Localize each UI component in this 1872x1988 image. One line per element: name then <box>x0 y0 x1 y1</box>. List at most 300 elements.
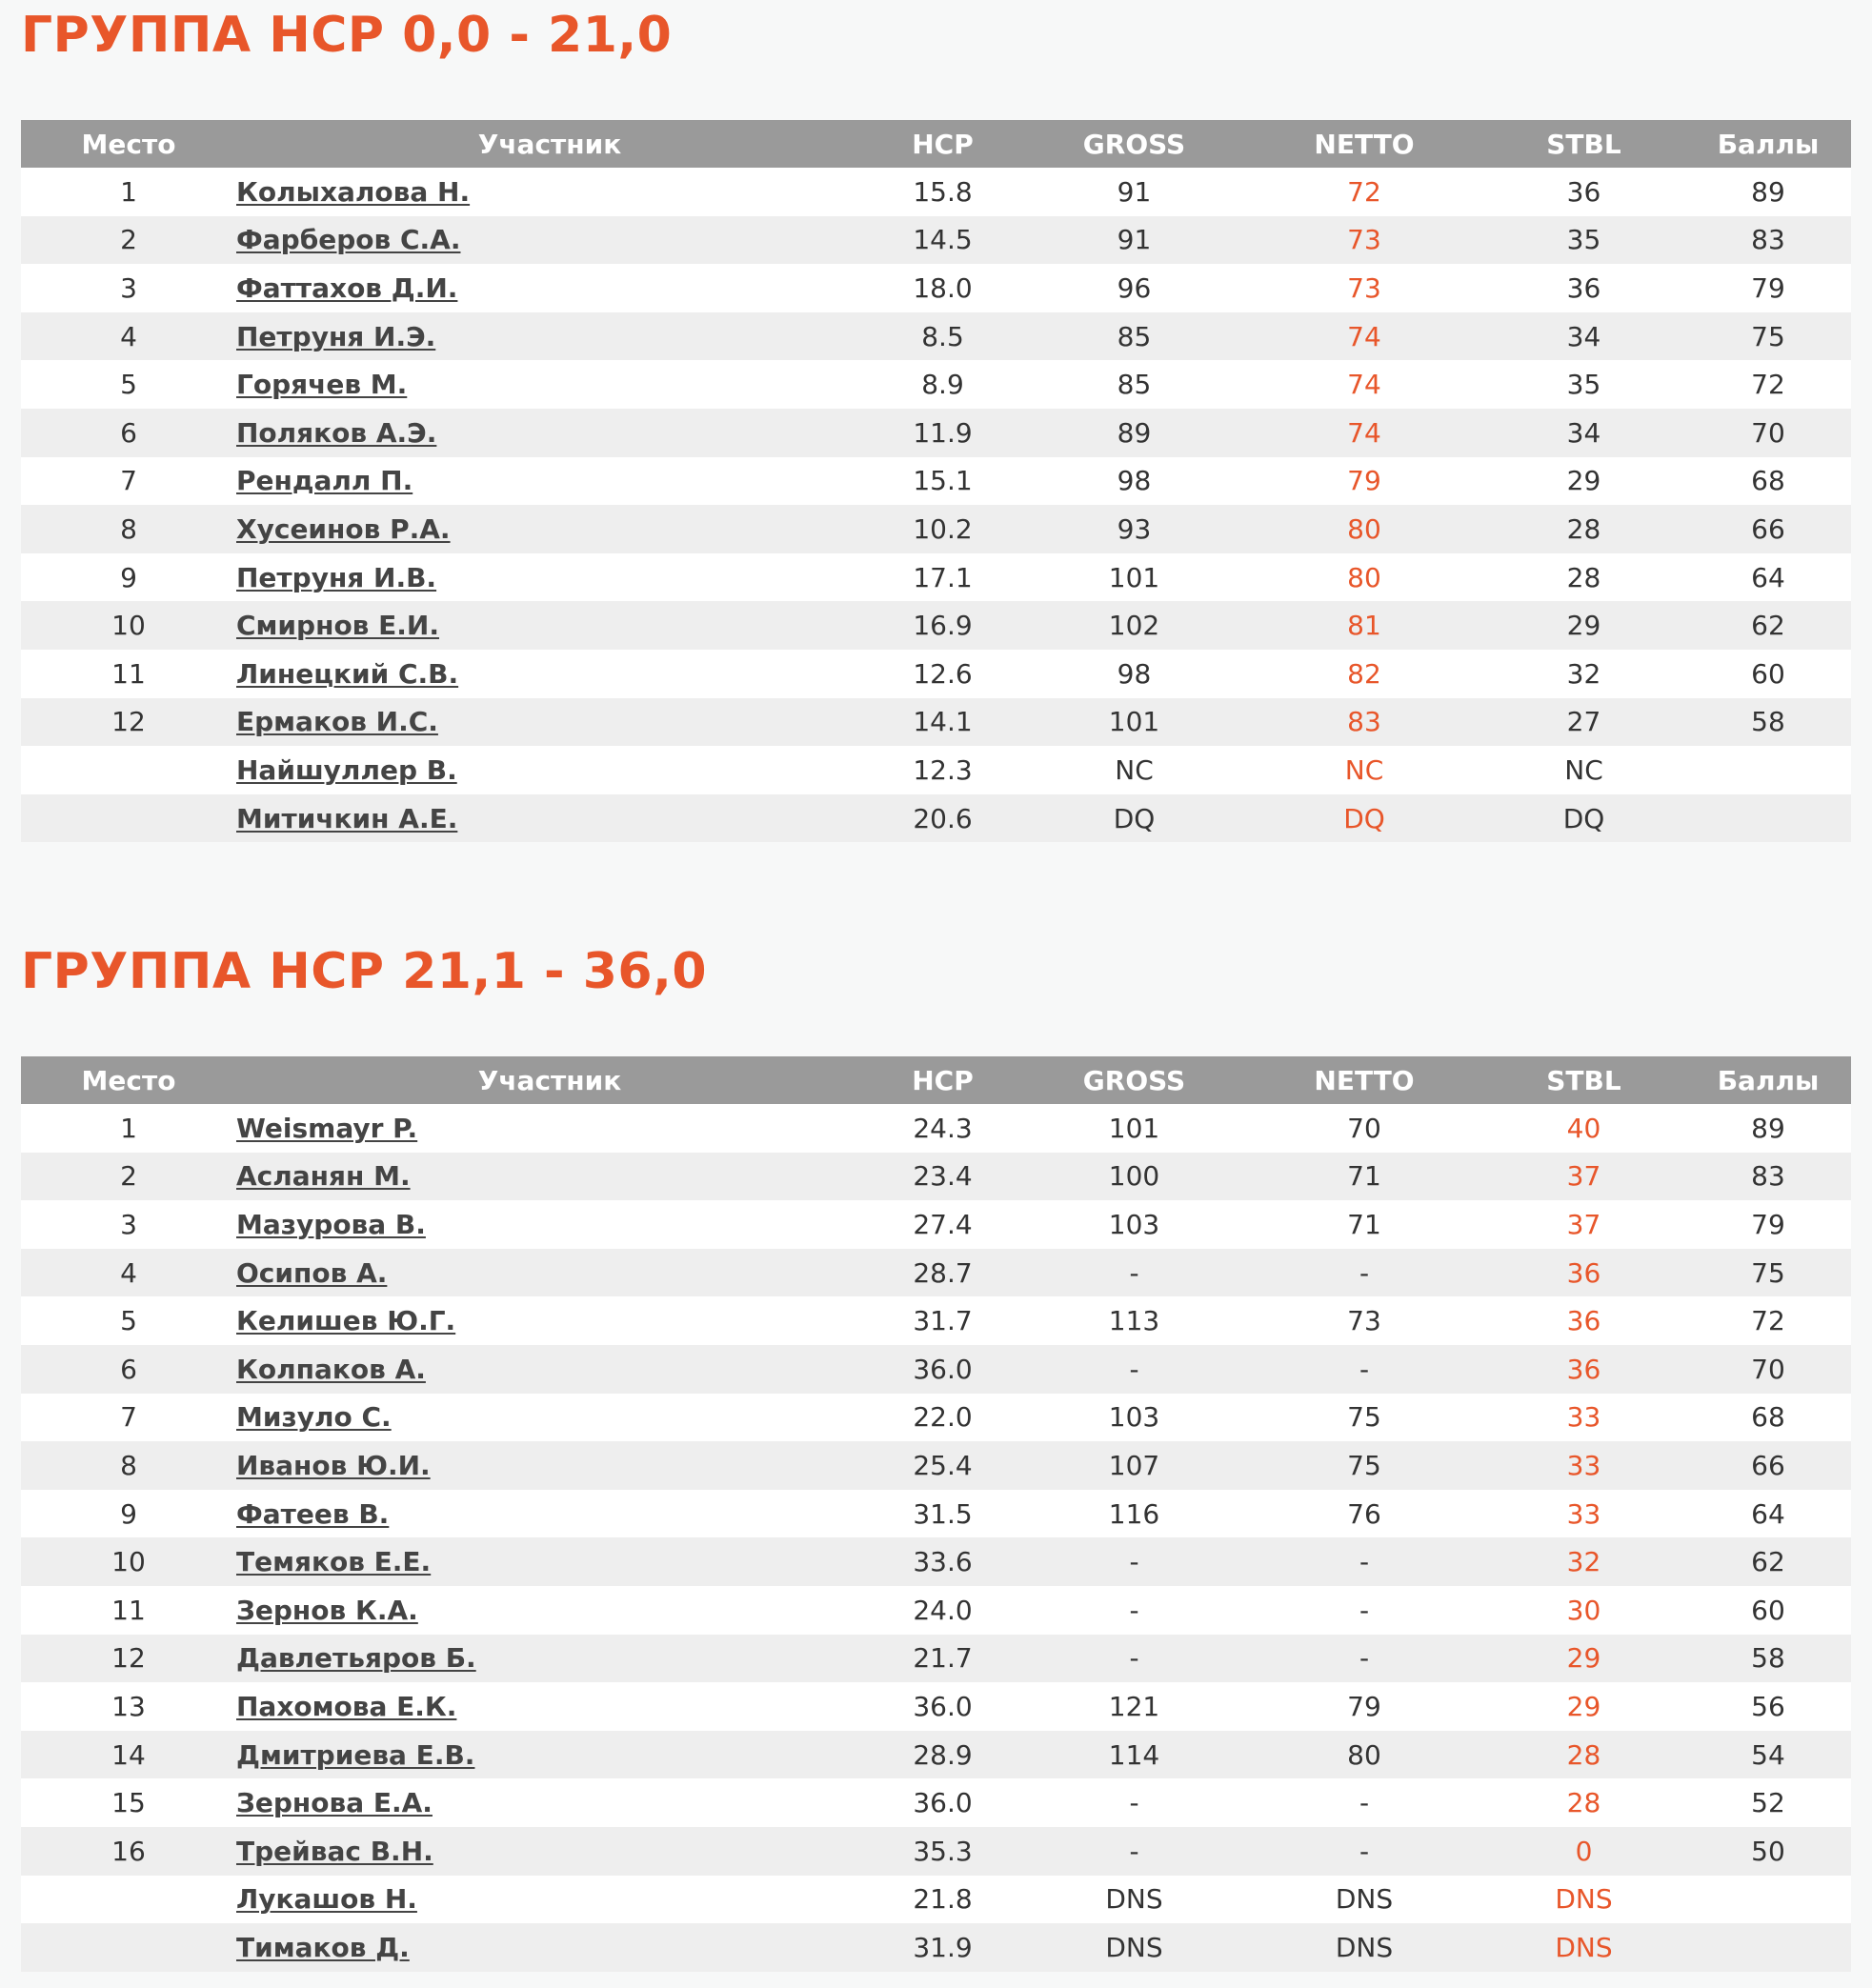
cell-points <box>1685 746 1851 794</box>
participant-link[interactable]: Горячев М. <box>236 369 408 401</box>
cell-netto: - <box>1246 1586 1482 1635</box>
cell-stbl: 36 <box>1482 1345 1685 1394</box>
cell-name <box>236 168 863 216</box>
group-section-1 <box>21 0 1851 834</box>
cell-points: 60 <box>1685 650 1851 698</box>
participant-link[interactable]: Поляков А.Э. <box>236 416 437 449</box>
table-row <box>21 1200 1851 1249</box>
cell-name <box>236 698 863 747</box>
cell-netto: 80 <box>1246 553 1482 602</box>
table-row <box>21 1394 1851 1442</box>
cell-place: 12 <box>21 1635 236 1683</box>
cell-name <box>236 1537 863 1586</box>
cell-netto: 73 <box>1246 1296 1482 1345</box>
cell-name <box>236 409 863 457</box>
participant-link[interactable]: Лукашов Н. <box>236 1883 417 1916</box>
cell-points: 62 <box>1685 601 1851 650</box>
cell-hcp: 31.5 <box>863 1490 1022 1538</box>
cell-gross: 85 <box>1022 312 1246 361</box>
participant-link[interactable]: Митичкин А.Е. <box>236 802 458 834</box>
results-table-body <box>21 1104 1851 1972</box>
cell-hcp: 14.5 <box>863 216 1022 265</box>
cell-hcp: 35.3 <box>863 1827 1022 1876</box>
cell-hcp: 31.9 <box>863 1923 1022 1972</box>
col-header-place: Место <box>21 1056 236 1104</box>
cell-gross: 101 <box>1022 698 1246 747</box>
cell-points: 72 <box>1685 1296 1851 1345</box>
cell-gross: - <box>1022 1635 1246 1683</box>
cell-points: 68 <box>1685 457 1851 506</box>
participant-link[interactable]: Дмитриева Е.В. <box>236 1738 475 1771</box>
table-row <box>21 457 1851 506</box>
cell-name <box>236 1345 863 1394</box>
group-title: ГРУППА HCP 0,0 - 21,0 <box>21 7 673 64</box>
cell-points: 58 <box>1685 698 1851 747</box>
cell-gross: 91 <box>1022 216 1246 265</box>
cell-place <box>21 1876 236 1924</box>
cell-gross: NC <box>1022 746 1246 794</box>
cell-points <box>1685 1923 1851 1972</box>
cell-gross: DNS <box>1022 1876 1246 1924</box>
cell-name <box>236 312 863 361</box>
results-table-body <box>21 168 1851 842</box>
cell-stbl: NC <box>1482 746 1685 794</box>
participant-link[interactable]: Трейвас В.Н. <box>236 1835 433 1867</box>
cell-points: 75 <box>1685 312 1851 361</box>
cell-stbl: 29 <box>1482 1682 1685 1731</box>
table-row <box>21 1249 1851 1297</box>
cell-stbl: 29 <box>1482 1635 1685 1683</box>
col-header-gross: GROSS <box>1022 120 1246 168</box>
cell-place: 9 <box>21 1490 236 1538</box>
cell-name <box>236 1490 863 1538</box>
cell-netto: DNS <box>1246 1923 1482 1972</box>
cell-netto: - <box>1246 1635 1482 1683</box>
col-header-gross: GROSS <box>1022 1056 1246 1104</box>
cell-hcp: 17.1 <box>863 553 1022 602</box>
cell-netto: - <box>1246 1345 1482 1394</box>
participant-link[interactable]: Мазурова В. <box>236 1208 426 1240</box>
cell-name <box>236 1778 863 1827</box>
cell-place: 3 <box>21 1200 236 1249</box>
cell-place: 3 <box>21 264 236 312</box>
cell-netto: 75 <box>1246 1394 1482 1442</box>
cell-stbl: 37 <box>1482 1200 1685 1249</box>
cell-name <box>236 1635 863 1683</box>
participant-link[interactable]: Смирнов Е.И. <box>236 610 439 642</box>
cell-hcp: 12.6 <box>863 650 1022 698</box>
cell-hcp: 31.7 <box>863 1296 1022 1345</box>
cell-points <box>1685 794 1851 843</box>
cell-stbl: 33 <box>1482 1394 1685 1442</box>
cell-points: 66 <box>1685 1441 1851 1490</box>
cell-stbl: 29 <box>1482 601 1685 650</box>
cell-points <box>1685 1876 1851 1924</box>
participant-link[interactable]: Иванов Ю.И. <box>236 1449 431 1481</box>
cell-netto: 71 <box>1246 1153 1482 1201</box>
participant-link[interactable]: Асланян М. <box>236 1160 411 1193</box>
cell-gross: - <box>1022 1778 1246 1827</box>
cell-points: 72 <box>1685 360 1851 409</box>
cell-netto: 79 <box>1246 457 1482 506</box>
participant-link[interactable]: Пахомова Е.К. <box>236 1690 457 1722</box>
cell-place: 7 <box>21 1394 236 1442</box>
cell-place: 4 <box>21 1249 236 1297</box>
cell-stbl: 32 <box>1482 650 1685 698</box>
participant-link[interactable]: Фатеев В. <box>236 1497 390 1530</box>
cell-gross: 103 <box>1022 1200 1246 1249</box>
cell-name <box>236 794 863 843</box>
cell-hcp: 33.6 <box>863 1537 1022 1586</box>
table-header-row <box>21 120 1851 168</box>
cell-place: 2 <box>21 216 236 265</box>
cell-points: 64 <box>1685 553 1851 602</box>
cell-name <box>236 1296 863 1345</box>
cell-place: 8 <box>21 505 236 553</box>
cell-points: 58 <box>1685 1635 1851 1683</box>
cell-hcp: 24.3 <box>863 1104 1022 1153</box>
cell-points: 52 <box>1685 1778 1851 1827</box>
col-header-netto: NETTO <box>1246 1056 1482 1104</box>
cell-gross: 85 <box>1022 360 1246 409</box>
cell-gross: 91 <box>1022 168 1246 216</box>
cell-place: 2 <box>21 1153 236 1201</box>
cell-netto: - <box>1246 1537 1482 1586</box>
cell-netto: 74 <box>1246 312 1482 361</box>
cell-name <box>236 1682 863 1731</box>
cell-stbl: 33 <box>1482 1441 1685 1490</box>
table-row <box>21 1923 1851 1972</box>
cell-hcp: 36.0 <box>863 1682 1022 1731</box>
cell-gross: 100 <box>1022 1153 1246 1201</box>
col-header-stbl: STBL <box>1482 1056 1685 1104</box>
cell-gross: 121 <box>1022 1682 1246 1731</box>
cell-stbl: 33 <box>1482 1490 1685 1538</box>
cell-hcp: 16.9 <box>863 601 1022 650</box>
cell-gross: - <box>1022 1537 1246 1586</box>
cell-place: 12 <box>21 698 236 747</box>
cell-stbl: 34 <box>1482 409 1685 457</box>
cell-stbl: 28 <box>1482 1731 1685 1779</box>
table-row <box>21 1586 1851 1635</box>
table-header-row <box>21 1056 1851 1104</box>
cell-place <box>21 794 236 843</box>
cell-hcp: 28.9 <box>863 1731 1022 1779</box>
cell-stbl: DNS <box>1482 1876 1685 1924</box>
table-row <box>21 1731 1851 1779</box>
cell-place: 4 <box>21 312 236 361</box>
cell-points: 83 <box>1685 216 1851 265</box>
cell-hcp: 11.9 <box>863 409 1022 457</box>
cell-name <box>236 601 863 650</box>
cell-hcp: 20.6 <box>863 794 1022 843</box>
cell-gross: 98 <box>1022 650 1246 698</box>
table-row <box>21 1345 1851 1394</box>
cell-stbl: DQ <box>1482 794 1685 843</box>
participant-link[interactable]: Weismayr P. <box>236 1112 418 1144</box>
cell-gross: - <box>1022 1345 1246 1394</box>
cell-stbl: 36 <box>1482 1249 1685 1297</box>
cell-name <box>236 264 863 312</box>
cell-netto: 80 <box>1246 1731 1482 1779</box>
cell-hcp: 23.4 <box>863 1153 1022 1201</box>
cell-place: 8 <box>21 1441 236 1490</box>
cell-gross: 98 <box>1022 457 1246 506</box>
cell-place: 1 <box>21 1104 236 1153</box>
cell-gross: 93 <box>1022 505 1246 553</box>
cell-name <box>236 1923 863 1972</box>
results-table <box>21 1056 1851 1972</box>
cell-netto: 76 <box>1246 1490 1482 1538</box>
cell-name <box>236 1249 863 1297</box>
cell-stbl: DNS <box>1482 1923 1685 1972</box>
table-row <box>21 216 1851 265</box>
cell-points: 56 <box>1685 1682 1851 1731</box>
cell-hcp: 25.4 <box>863 1441 1022 1490</box>
participant-link[interactable]: Фарберов С.А. <box>236 224 461 256</box>
cell-place <box>21 746 236 794</box>
cell-netto: 71 <box>1246 1200 1482 1249</box>
cell-hcp: 22.0 <box>863 1394 1022 1442</box>
cell-name <box>236 505 863 553</box>
cell-netto: - <box>1246 1827 1482 1876</box>
cell-gross: DNS <box>1022 1923 1246 1972</box>
cell-stbl: 35 <box>1482 216 1685 265</box>
table-row <box>21 650 1851 698</box>
participant-link[interactable]: Тимаков Д. <box>236 1931 410 1963</box>
cell-stbl: 29 <box>1482 457 1685 506</box>
cell-gross: 96 <box>1022 264 1246 312</box>
table-row <box>21 1490 1851 1538</box>
col-header-participant: Участник <box>236 1056 863 1104</box>
cell-name <box>236 216 863 265</box>
cell-stbl: 0 <box>1482 1827 1685 1876</box>
cell-netto: 70 <box>1246 1104 1482 1153</box>
cell-gross: - <box>1022 1249 1246 1297</box>
col-header-hcp: HCP <box>863 120 1022 168</box>
group-section-2 <box>21 936 1851 1963</box>
table-row <box>21 1441 1851 1490</box>
cell-points: 54 <box>1685 1731 1851 1779</box>
cell-netto: 79 <box>1246 1682 1482 1731</box>
cell-place: 10 <box>21 1537 236 1586</box>
table-row <box>21 409 1851 457</box>
table-row <box>21 1876 1851 1924</box>
cell-netto: 73 <box>1246 216 1482 265</box>
cell-name <box>236 360 863 409</box>
cell-stbl: 40 <box>1482 1104 1685 1153</box>
participant-link[interactable]: Рендалл П. <box>236 465 413 497</box>
col-header-stbl: STBL <box>1482 120 1685 168</box>
cell-points: 70 <box>1685 409 1851 457</box>
table-row <box>21 794 1851 843</box>
cell-place <box>21 1923 236 1972</box>
cell-name <box>236 1104 863 1153</box>
cell-netto: NC <box>1246 746 1482 794</box>
cell-name <box>236 1827 863 1876</box>
cell-name <box>236 1441 863 1490</box>
participant-link[interactable]: Колпаков А. <box>236 1353 426 1385</box>
cell-hcp: 18.0 <box>863 264 1022 312</box>
table-row <box>21 698 1851 747</box>
col-header-place: Место <box>21 120 236 168</box>
cell-points: 66 <box>1685 505 1851 553</box>
cell-place: 13 <box>21 1682 236 1731</box>
cell-gross: 116 <box>1022 1490 1246 1538</box>
participant-link[interactable]: Линецкий С.В. <box>236 657 459 690</box>
participant-link[interactable]: Темяков Е.Е. <box>236 1546 432 1578</box>
cell-name <box>236 1153 863 1201</box>
cell-points: 62 <box>1685 1537 1851 1586</box>
table-row <box>21 1682 1851 1731</box>
cell-stbl: 34 <box>1482 312 1685 361</box>
cell-stbl: 36 <box>1482 168 1685 216</box>
table-row <box>21 1827 1851 1876</box>
participant-link[interactable]: Давлетьяров Б. <box>236 1642 476 1675</box>
cell-points: 64 <box>1685 1490 1851 1538</box>
cell-hcp: 24.0 <box>863 1586 1022 1635</box>
cell-gross: - <box>1022 1827 1246 1876</box>
cell-hcp: 36.0 <box>863 1345 1022 1394</box>
cell-place: 5 <box>21 1296 236 1345</box>
table-row <box>21 505 1851 553</box>
table-row <box>21 746 1851 794</box>
cell-place: 6 <box>21 1345 236 1394</box>
participant-link[interactable]: Зернова Е.А. <box>236 1787 433 1819</box>
cell-netto: 75 <box>1246 1441 1482 1490</box>
cell-stbl: 27 <box>1482 698 1685 747</box>
cell-hcp: 15.1 <box>863 457 1022 506</box>
participant-link[interactable]: Мизуло С. <box>236 1401 392 1434</box>
participant-link[interactable]: Петруня И.Э. <box>236 320 436 352</box>
cell-place: 16 <box>21 1827 236 1876</box>
cell-points: 83 <box>1685 1153 1851 1201</box>
cell-gross: 103 <box>1022 1394 1246 1442</box>
participant-link[interactable]: Фаттахов Д.И. <box>236 271 458 304</box>
cell-place: 15 <box>21 1778 236 1827</box>
table-row <box>21 601 1851 650</box>
cell-place: 9 <box>21 553 236 602</box>
cell-name <box>236 746 863 794</box>
cell-gross: 113 <box>1022 1296 1246 1345</box>
cell-stbl: 35 <box>1482 360 1685 409</box>
cell-name <box>236 1876 863 1924</box>
cell-netto: DQ <box>1246 794 1482 843</box>
cell-gross: 114 <box>1022 1731 1246 1779</box>
cell-name <box>236 553 863 602</box>
table-row <box>21 264 1851 312</box>
cell-hcp: 8.5 <box>863 312 1022 361</box>
cell-netto: DNS <box>1246 1876 1482 1924</box>
participant-link[interactable]: Ермаков И.С. <box>236 706 438 738</box>
cell-points: 79 <box>1685 1200 1851 1249</box>
cell-place: 11 <box>21 1586 236 1635</box>
cell-name <box>236 457 863 506</box>
cell-netto: 83 <box>1246 698 1482 747</box>
cell-points: 79 <box>1685 264 1851 312</box>
cell-name <box>236 1394 863 1442</box>
cell-stbl: 30 <box>1482 1586 1685 1635</box>
cell-netto: 74 <box>1246 360 1482 409</box>
cell-stbl: 36 <box>1482 264 1685 312</box>
cell-stbl: 28 <box>1482 553 1685 602</box>
participant-link[interactable]: Колыхалова Н. <box>236 175 471 208</box>
table-row <box>21 1296 1851 1345</box>
participant-link[interactable]: Петруня И.В. <box>236 561 437 593</box>
cell-stbl: 36 <box>1482 1296 1685 1345</box>
table-row <box>21 1153 1851 1201</box>
cell-hcp: 36.0 <box>863 1778 1022 1827</box>
cell-netto: 73 <box>1246 264 1482 312</box>
cell-name <box>236 1586 863 1635</box>
table-row <box>21 1537 1851 1586</box>
results-table <box>21 120 1851 842</box>
table-row <box>21 1635 1851 1683</box>
cell-gross: 101 <box>1022 553 1246 602</box>
cell-netto: 82 <box>1246 650 1482 698</box>
cell-netto: - <box>1246 1778 1482 1827</box>
cell-place: 5 <box>21 360 236 409</box>
cell-place: 7 <box>21 457 236 506</box>
col-header-participant: Участник <box>236 120 863 168</box>
participant-link[interactable]: Осипов А. <box>236 1256 388 1289</box>
table-row <box>21 168 1851 216</box>
participant-link[interactable]: Келишев Ю.Г. <box>236 1305 456 1337</box>
cell-netto: 80 <box>1246 505 1482 553</box>
cell-stbl: 28 <box>1482 1778 1685 1827</box>
cell-gross: - <box>1022 1586 1246 1635</box>
participant-link[interactable]: Найшуллер В. <box>236 753 457 786</box>
cell-gross: 101 <box>1022 1104 1246 1153</box>
col-header-hcp: HCP <box>863 1056 1022 1104</box>
cell-stbl: 28 <box>1482 505 1685 553</box>
col-header-points: Баллы <box>1685 1056 1851 1104</box>
cell-hcp: 14.1 <box>863 698 1022 747</box>
cell-netto: - <box>1246 1249 1482 1297</box>
cell-stbl: 32 <box>1482 1537 1685 1586</box>
cell-gross: DQ <box>1022 794 1246 843</box>
cell-points: 60 <box>1685 1586 1851 1635</box>
cell-name <box>236 650 863 698</box>
participant-link[interactable]: Зернов К.А. <box>236 1594 418 1626</box>
cell-points: 70 <box>1685 1345 1851 1394</box>
cell-place: 11 <box>21 650 236 698</box>
cell-gross: 89 <box>1022 409 1246 457</box>
cell-netto: 74 <box>1246 409 1482 457</box>
cell-points: 89 <box>1685 1104 1851 1153</box>
group-title: ГРУППА HCP 21,1 - 36,0 <box>21 943 708 1000</box>
cell-netto: 81 <box>1246 601 1482 650</box>
cell-place: 6 <box>21 409 236 457</box>
cell-stbl: 37 <box>1482 1153 1685 1201</box>
table-row <box>21 1104 1851 1153</box>
cell-gross: 102 <box>1022 601 1246 650</box>
cell-points: 68 <box>1685 1394 1851 1442</box>
participant-link[interactable]: Хусеинов Р.А. <box>236 512 451 545</box>
cell-points: 50 <box>1685 1827 1851 1876</box>
cell-points: 89 <box>1685 168 1851 216</box>
cell-name <box>236 1731 863 1779</box>
col-header-points: Баллы <box>1685 120 1851 168</box>
table-row <box>21 360 1851 409</box>
cell-hcp: 28.7 <box>863 1249 1022 1297</box>
cell-hcp: 21.8 <box>863 1876 1022 1924</box>
cell-gross: 107 <box>1022 1441 1246 1490</box>
cell-netto: 72 <box>1246 168 1482 216</box>
cell-points: 75 <box>1685 1249 1851 1297</box>
table-row <box>21 1778 1851 1827</box>
table-row <box>21 312 1851 361</box>
